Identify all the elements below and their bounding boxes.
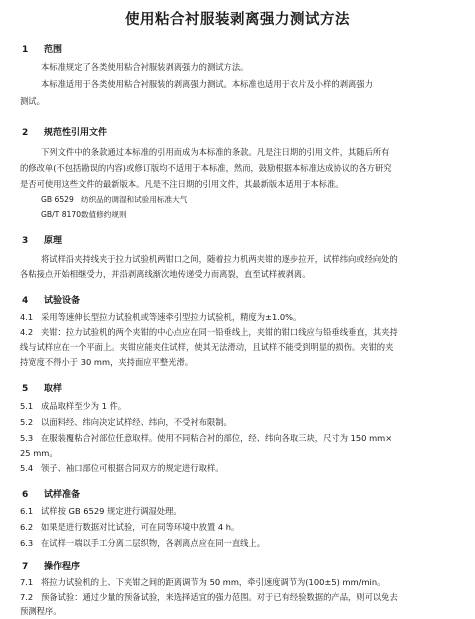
section-7-heading [22, 559, 80, 572]
clause-text: 夹钳：拉力试验机的两个夹钳的中心点应在同一铅垂线上，夹钳的钳口线应与铅垂线垂直，其夹持 [41, 327, 398, 337]
section-title: 规范性引用文件 [44, 128, 108, 138]
paragraph-line: 本标准规定了各类使用粘合衬服装剥离强力的测试方法。 [41, 62, 249, 72]
clause-number: 5.3 [20, 433, 34, 443]
clause-text: 在服装覆粘合衬部位任意取样。使用不同粘合衬的部位，经、纬向各取三块，尺寸为 150 mm× [41, 433, 393, 443]
section-number: 5 [22, 384, 29, 394]
clause-text: 将拉力试验机的上、下夹钳之间的距离调节为 50 mm，牵引速度调节为(100±5) mm/min。 [41, 577, 386, 587]
clause-number: 7.2 [20, 592, 34, 602]
paragraph-line: 测试。 [20, 96, 45, 106]
section-title: 试样准备 [44, 490, 81, 500]
paragraph-line: 是否可使用这些文件的最新版本。凡是不注日期的引用文件，其最新版本适用于本标准。 [20, 179, 344, 189]
section-number: 4 [22, 296, 29, 306]
clause-continuation: 持宽度不得小于 30 mm，夹持面应平整光滑。 [20, 357, 194, 367]
clause-number: 6.1 [20, 506, 34, 516]
clause-number: 4.1 [20, 312, 34, 322]
paragraph-line: 本标准适用于各类使用粘合衬服装的剥离强力测试。本标准也适用于衣片及小样的剥离强力 [41, 79, 373, 89]
section-number: 2 [22, 128, 29, 138]
section-title: 原理 [44, 236, 63, 246]
clause-5-4 [20, 462, 224, 476]
clause-number: 4.2 [20, 327, 34, 337]
clause-number: 7.1 [20, 577, 34, 587]
clause-number: 5.2 [20, 417, 34, 427]
clause-6-1 [20, 505, 182, 519]
section-title: 范围 [44, 45, 63, 55]
clause-text: 领子、袖口部位可根据合同双方的规定进行取样。 [41, 463, 224, 473]
clause-text: 预备试验：通过少量的预备试验，来选择适宜的强力范围。对于已有经验数据的产品，则可以免去 [41, 592, 398, 602]
clause-text: 试样按 GB 6529 规定进行调湿处理。 [41, 506, 182, 516]
section-3-heading [22, 233, 62, 246]
normative-reference [41, 208, 127, 222]
section-4-heading [22, 293, 80, 306]
section-number: 7 [22, 562, 29, 572]
clause-5-2 [20, 416, 232, 430]
clause-4-2 [20, 326, 398, 340]
reference-code: GB/T 8170 [41, 210, 82, 219]
clause-continuation: 25 mm。 [20, 448, 58, 458]
normative-reference [41, 193, 187, 207]
clause-text: 在试样一端以手工分离二层织物，各剥离点应在同一直线上。 [41, 538, 266, 548]
clause-text: 采用等速伸长型拉力试验机或等速牵引型拉力试验机，精度为±1.0%。 [41, 312, 302, 322]
section-5-heading [22, 381, 62, 394]
clause-text: 成品取样至少为 1 件。 [41, 401, 127, 411]
paragraph-line: 的修改单(不包括勘误的内容)或修订版均不适用于本标准，然而，鼓励根据本标准达成协议的各方研究 [20, 163, 392, 173]
reference-title: 纺织品的调湿和试验用标准大气 [81, 195, 188, 204]
clause-7-1 [20, 576, 385, 590]
paragraph-line: 各粘接点开始相继受力，并沿剥离线渐次地传递受力而离裂，直至试样被剥离。 [20, 269, 311, 279]
section-2-heading [22, 125, 107, 138]
clause-5-3 [20, 432, 392, 446]
clause-6-2 [20, 521, 239, 535]
clause-text: 以面料经、纬向决定试样经、纬向，不受衬布限制。 [41, 417, 232, 427]
section-number: 3 [22, 236, 29, 246]
clause-text: 如果是进行数据对比试验，可在同等环境中放置 4 h。 [41, 522, 240, 532]
section-title: 取样 [44, 384, 63, 394]
clause-number: 6.2 [20, 522, 34, 532]
paragraph-line: 将试样沿夹持线夹于拉力试验机两钳口之间，随着拉力机两夹钳的逐步拉开，试样纬向或经向处的 [41, 254, 398, 264]
section-6-heading [22, 487, 80, 500]
clause-number: 5.4 [20, 463, 34, 473]
clause-continuation: 线与试样应在一个平面上。夹钳应能夹住试样，使其无法滑动，且试样不能受到明显的损伤。夹钳的夹 [20, 342, 394, 352]
reference-code: GB 6529 [41, 195, 74, 204]
clause-7-2 [20, 591, 398, 605]
document-title: 使用粘合衬服装剥离强力测试方法 [125, 12, 350, 28]
clause-number: 5.1 [20, 401, 34, 411]
section-title: 试验设备 [44, 296, 81, 306]
clause-5-1 [20, 400, 126, 414]
section-number: 6 [22, 490, 29, 500]
reference-title: 数值修约规则 [81, 210, 127, 219]
clause-number: 6.3 [20, 538, 34, 548]
clause-6-3 [20, 537, 265, 551]
paragraph-line: 下列文件中的条款通过本标准的引用而成为本标准的条款。凡是注日期的引用文件，其随后所有 [41, 147, 390, 157]
section-1-heading [22, 42, 62, 55]
clause-4-1 [20, 311, 301, 325]
clause-continuation: 预测程序。 [20, 606, 62, 616]
section-number: 1 [22, 45, 29, 55]
section-title: 操作程序 [44, 562, 81, 572]
